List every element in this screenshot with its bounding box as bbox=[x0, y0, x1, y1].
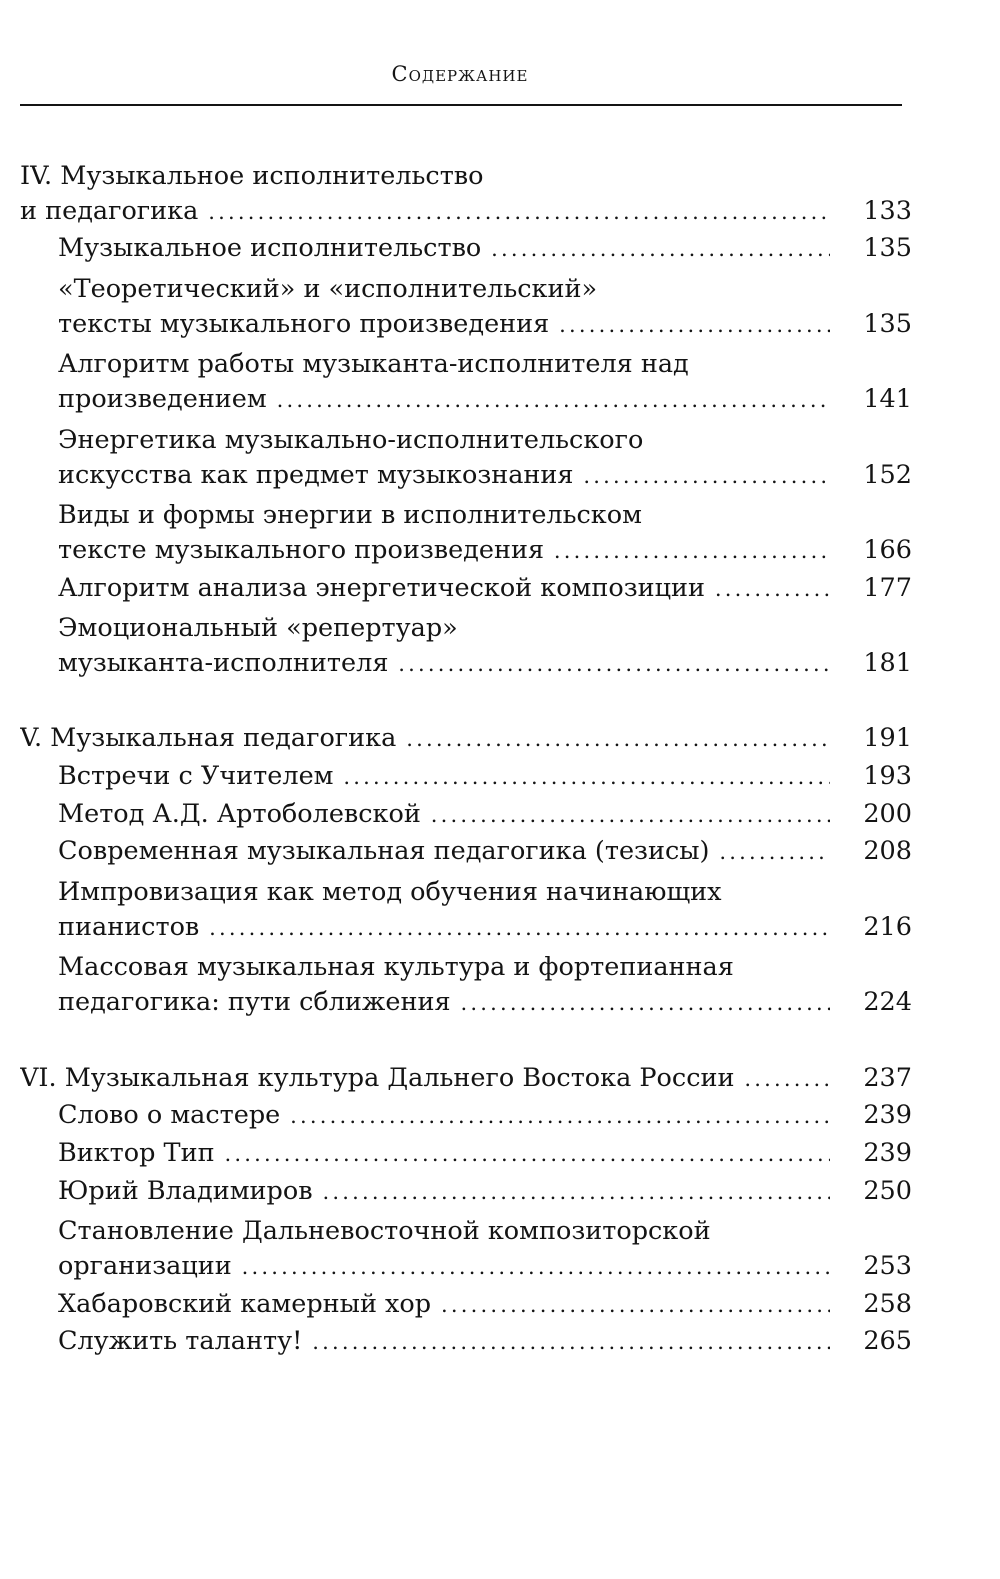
toc-entry-line: Массовая музыкальная культура и фортепианная bbox=[58, 952, 734, 983]
page-number: 135 bbox=[863, 233, 912, 264]
section-heading-entry bbox=[20, 1063, 912, 1101]
toc-entry bbox=[20, 309, 912, 347]
section-heading-line: IV. Музыкальное исполнительство bbox=[20, 161, 484, 191]
table-of-contents bbox=[20, 158, 912, 1364]
section-gap bbox=[20, 1025, 912, 1063]
toc-entry-line: Эмоциональный «репертуар» bbox=[58, 613, 458, 644]
toc-entry bbox=[20, 573, 912, 611]
toc-entry bbox=[20, 1176, 912, 1214]
toc-entry-title: произведением ..... bbox=[58, 384, 830, 414]
toc-entry-title: Встречи с Учителем ..... bbox=[58, 761, 830, 791]
toc-entry bbox=[20, 912, 912, 950]
toc-entry bbox=[20, 836, 912, 874]
toc-entry-line: Алгоритм работы музыканта-исполнителя над bbox=[58, 349, 689, 380]
section-gap bbox=[20, 686, 912, 724]
page-number: 141 bbox=[863, 384, 912, 415]
toc-entry bbox=[20, 1289, 912, 1327]
toc-entry bbox=[20, 761, 912, 799]
page-number: 216 bbox=[863, 911, 912, 942]
section-heading-entry bbox=[20, 196, 912, 234]
page-number: 208 bbox=[863, 836, 912, 867]
toc-entry-title: педагогика: пути сближения ..... bbox=[58, 987, 830, 1017]
toc-entry-title: Музыкальное исполнительство ..... bbox=[58, 233, 830, 263]
toc-entry-title: Современная музыкальная педагогика (тезисы) ..... bbox=[58, 836, 830, 866]
section-heading-text: и педагогика ..... bbox=[20, 196, 830, 226]
page-number: 265 bbox=[863, 1326, 912, 1357]
toc-entry-line: «Теоретический» и «исполнительский» bbox=[58, 274, 598, 305]
page-number: 181 bbox=[863, 647, 912, 678]
toc-entry-title: музыканта-исполнителя ..... bbox=[58, 648, 830, 678]
toc-entry bbox=[20, 1251, 912, 1289]
page-number: 237 bbox=[863, 1062, 912, 1093]
toc-entry-title: Алгоритм анализа энергетической композиции ..... bbox=[58, 573, 830, 603]
toc-entry-title: Юрий Владимиров ..... bbox=[58, 1176, 830, 1206]
section-heading-text: VI. Музыкальная культура Дальнего Востока России ..... bbox=[20, 1063, 830, 1093]
toc-entry-title: Хабаровский камерный хор ..... bbox=[58, 1289, 830, 1319]
toc-entry bbox=[20, 233, 912, 271]
toc-entry-title: Служить таланту! ..... bbox=[58, 1326, 830, 1356]
page-number: 133 bbox=[863, 195, 912, 226]
section-heading-entry bbox=[20, 723, 912, 761]
toc-entry-line: Виды и формы энергии в исполнительском bbox=[58, 500, 642, 531]
page-number: 193 bbox=[863, 761, 912, 791]
toc-entry-title: искусства как предмет музыкознания ..... bbox=[58, 460, 830, 490]
toc-entry bbox=[20, 799, 912, 837]
header-rule bbox=[20, 104, 902, 106]
page-number: 200 bbox=[863, 798, 912, 829]
page-number: 152 bbox=[863, 459, 912, 490]
page-number: 191 bbox=[863, 723, 912, 754]
page-number: 224 bbox=[863, 987, 912, 1018]
toc-entry-title: организации ..... bbox=[58, 1251, 830, 1281]
page-number: 250 bbox=[863, 1175, 912, 1206]
toc-entry-title: Виктор Тип ..... bbox=[58, 1138, 830, 1168]
page-number: 258 bbox=[863, 1288, 912, 1319]
toc-entry-line: Становление Дальневосточной композиторской bbox=[58, 1216, 711, 1247]
page-number: 239 bbox=[863, 1137, 912, 1168]
toc-entry bbox=[20, 1326, 912, 1364]
toc-entry-title: тексты музыкального произведения ..... bbox=[58, 309, 830, 339]
page-number: 239 bbox=[863, 1100, 912, 1131]
toc-entry bbox=[20, 648, 912, 686]
page-number: 135 bbox=[863, 308, 912, 339]
toc-entry-title: Метод А.Д. Артоболевской ..... bbox=[58, 799, 830, 829]
page-number: 253 bbox=[863, 1250, 912, 1281]
section-heading-text: V. Музыкальная педагогика ..... bbox=[20, 723, 830, 753]
toc-entry-title: Слово о мастере ..... bbox=[58, 1100, 830, 1130]
toc-entry-line: Импровизация как метод обучения начинающих bbox=[58, 877, 722, 908]
page-number: 166 bbox=[863, 534, 912, 565]
running-header: Содержание bbox=[391, 62, 529, 86]
toc-entry-line: Энергетика музыкально-исполнительского bbox=[58, 424, 644, 455]
toc-entry-title: тексте музыкального произведения ..... bbox=[58, 535, 830, 565]
toc-entry bbox=[20, 987, 912, 1025]
toc-entry bbox=[20, 460, 912, 498]
toc-entry bbox=[20, 1138, 912, 1176]
toc-entry-title: пианистов ..... bbox=[58, 912, 830, 942]
toc-entry bbox=[20, 384, 912, 422]
toc-entry bbox=[20, 535, 912, 573]
page-number: 177 bbox=[863, 572, 912, 603]
toc-entry bbox=[20, 1100, 912, 1138]
